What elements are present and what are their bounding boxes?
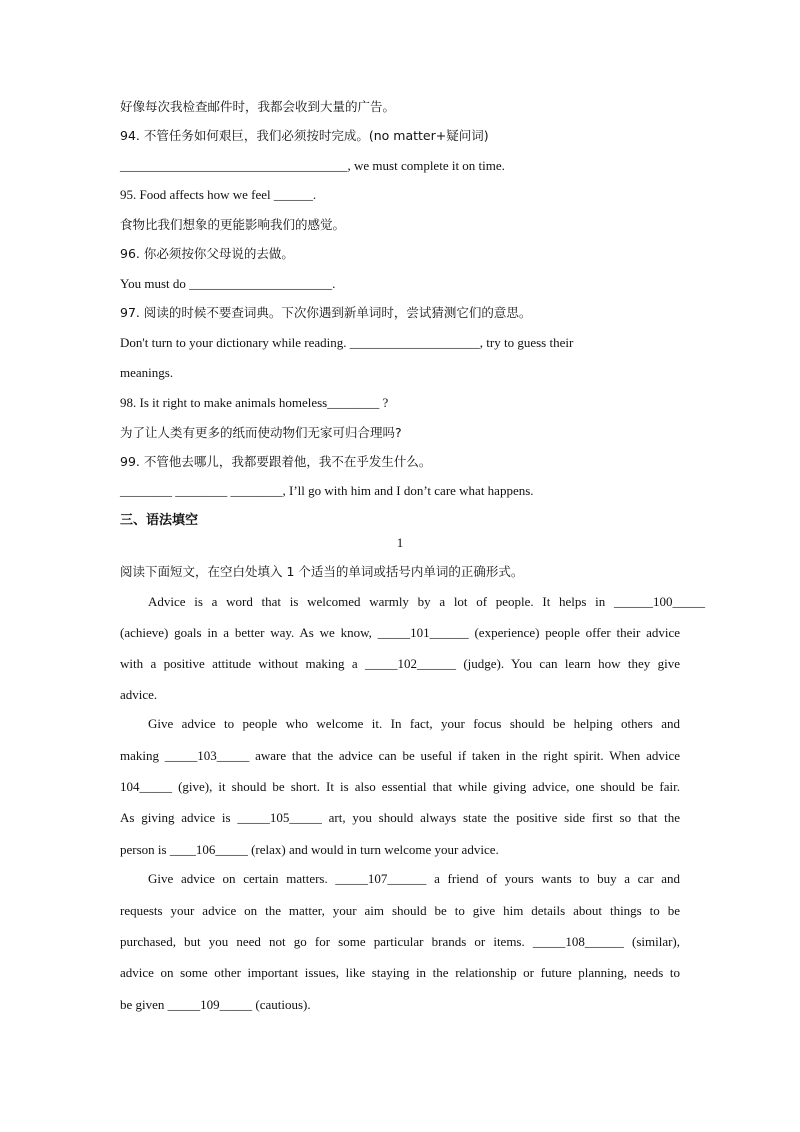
- text-run: making: [120, 748, 159, 763]
- sentence-93-translation: 好像每次我检查邮件时，我都会收到大量的广告。: [120, 99, 396, 114]
- text-run: (similar),: [632, 934, 681, 949]
- text-run: (experience) people offer their advice: [474, 625, 681, 640]
- passage-p3-line5: [120, 996, 311, 1014]
- question-94-prompt: 94. 不管任务如何艰巨，我们必须按时完成。(no matter+疑问词): [120, 128, 489, 143]
- question-99-answer-line: ________ ________ ________, I’ll go with him and I don’t care what happens.: [120, 483, 534, 498]
- text-run: aware that the advice can be useful if taken in the right spirit. When advice: [255, 748, 680, 763]
- blank-102[interactable]: _____102______: [364, 656, 456, 671]
- blank-103[interactable]: _____103_____: [164, 748, 250, 763]
- passage-p3-line3: [120, 933, 680, 951]
- question-95-prompt: 95. Food affects how we feel ______.: [120, 187, 317, 202]
- question-97-prompt: 97. 阅读的时候不要查词典。下次你遇到新单词时，尝试猜测它们的意思。: [120, 305, 532, 320]
- passage-p1-line1: [148, 593, 705, 611]
- text-run: (cautious).: [255, 997, 311, 1012]
- passage-p1-line3: [120, 655, 680, 673]
- text-run: (judge). You can learn how they give: [463, 656, 681, 671]
- text-run: person is: [120, 842, 167, 857]
- question-98-translation: 为了让人类有更多的纸而使动物们无家可归合理吗?: [120, 425, 402, 440]
- blank-106[interactable]: ____106_____: [169, 842, 248, 857]
- blank-107[interactable]: _____107______: [335, 871, 427, 886]
- question-99-prompt: 99. 不管他去哪儿，我都要跟着他，我不在乎发生什么。: [120, 454, 432, 469]
- text-run: purchased, but you need not go for some particular brands or items.: [120, 934, 525, 949]
- blank-101[interactable]: _____101______: [377, 625, 469, 640]
- text-run: (relax) and would in turn welcome your advice.: [251, 842, 499, 857]
- passage-p2-line5: [120, 841, 499, 859]
- text-run: (achieve) goals in a better way. As we know,: [120, 625, 372, 640]
- text-run: a friend of yours wants to buy a car and: [434, 871, 680, 886]
- passage-p1-line2: [120, 624, 680, 642]
- passage-p1-line4: advice.: [120, 687, 158, 702]
- question-96-answer-line: You must do ______________________.: [120, 276, 336, 291]
- question-97-answer-line-cont: meanings.: [120, 365, 174, 380]
- passage-p2-line4: [120, 809, 680, 827]
- text-run: art, you should always state the positive side first so that the: [328, 810, 681, 825]
- section-heading: 三、语法填空: [120, 513, 199, 528]
- blank-108[interactable]: _____108______: [532, 934, 624, 949]
- text-run: As giving advice is: [120, 810, 231, 825]
- text-run: Give advice on certain matters.: [148, 871, 328, 886]
- blank-109[interactable]: _____109_____: [167, 997, 253, 1012]
- passage-p2-line3: [120, 778, 680, 796]
- blank-104[interactable]: 104_____: [120, 779, 172, 794]
- passage-p3-line4: advice on some other important issues, like staying in the relationship or future planning, needs to: [120, 965, 680, 980]
- question-97-answer-line: Don't turn to your dictionary while reading. ____________________, try to guess their: [120, 335, 574, 350]
- passage-p2-line1: Give advice to people who welcome it. In fact, your focus should be helping others and: [148, 716, 680, 731]
- question-96-prompt: 96. 你必须按你父母说的去做。: [120, 246, 294, 261]
- passage-p2-line2: [120, 747, 680, 765]
- passage-p3-line1: [148, 870, 680, 888]
- passage-number: 1: [396, 535, 404, 550]
- section-instructions: 阅读下面短文，在空白处填入 1 个适当的单词或括号内单词的正确形式。: [120, 564, 524, 579]
- blank-105[interactable]: _____105_____: [237, 810, 322, 825]
- text-run: be given: [120, 997, 165, 1012]
- text-run: with a positive attitude without making a: [120, 656, 358, 671]
- text-run: (give), it should be short. It is also essential that while giving advice, one should be fair.: [178, 779, 681, 794]
- question-94-answer-line: ___________________________________, we must complete it on time.: [120, 158, 505, 173]
- passage-p3-line2: requests your advice on the matter, your aim should be to give him details about things to be: [120, 903, 680, 918]
- text-run: Advice is a word that is welcomed warmly by a lot of people. It helps in: [148, 594, 606, 609]
- blank-100[interactable]: ______100_____: [614, 594, 706, 609]
- question-95-translation: 食物比我们想象的更能影响我们的感觉。: [120, 217, 346, 232]
- question-98-prompt: 98. Is it right to make animals homeless________ ?: [120, 395, 389, 410]
